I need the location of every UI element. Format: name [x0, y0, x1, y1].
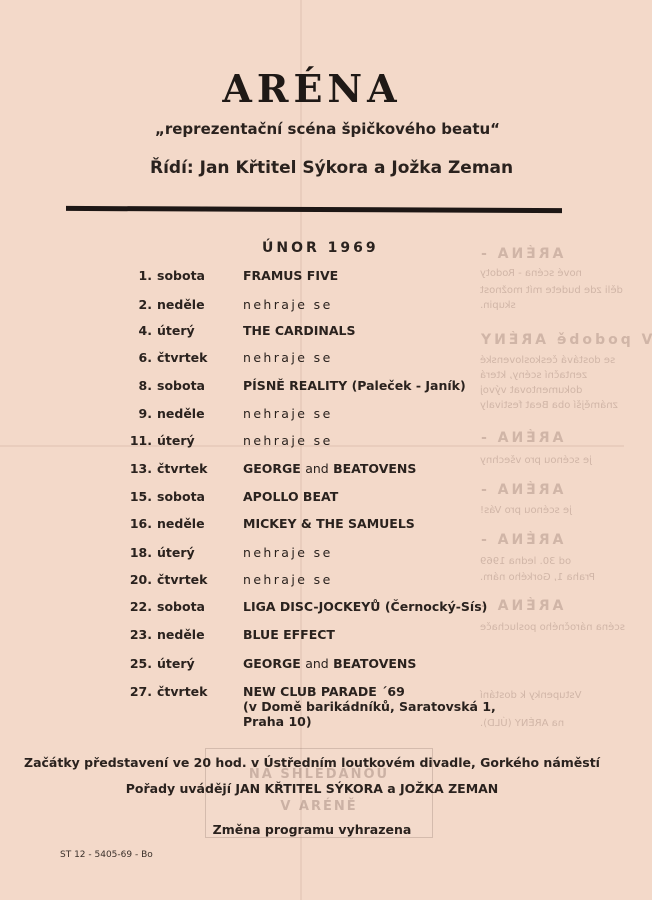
act-name: nehraje se	[243, 406, 333, 421]
directors-line: Řídí: Jan Křtitel Sýkora a Jožka Zeman	[150, 158, 514, 178]
act-name: nehraje se	[243, 572, 333, 587]
act-name: PÍSNĚ REALITY	[243, 378, 348, 393]
act-note: (Černocký-Sís)	[384, 599, 488, 614]
schedule-weekday: neděle	[157, 627, 205, 642]
schedule-weekday: neděle	[157, 297, 205, 312]
footer-start-time: Začátky představení ve 20 hod. v Ústředním loutkovém divadle, Gorkého náměstí	[24, 755, 600, 770]
act-and: and	[305, 656, 329, 671]
act-name: GEORGE	[243, 461, 301, 476]
act-name: nehraje se	[243, 545, 333, 560]
schedule-row	[0, 350, 624, 370]
schedule-act	[243, 350, 333, 365]
show-through-text-10: od 30. ledna 1969	[480, 556, 572, 567]
act-note: (Paleček - Janík)	[351, 378, 466, 393]
schedule-act	[243, 599, 487, 614]
schedule-date: 16.	[129, 516, 152, 531]
show-through-text-2: děli zde budete mít možnost	[480, 285, 623, 296]
show-through-text-7: známější oba Beat festivaly	[480, 400, 618, 411]
schedule-row	[0, 516, 624, 536]
schedule-weekday: neděle	[157, 516, 205, 531]
act-name: nehraje se	[243, 433, 333, 448]
show-through-text-13: Vstupenky k dostání	[480, 690, 582, 701]
schedule-weekday: sobota	[157, 489, 205, 504]
schedule-row	[0, 406, 624, 426]
act-name: MICKEY & THE SAMUELS	[243, 516, 415, 531]
month-heading: ÚNOR 1969	[262, 240, 379, 256]
show-through-text-1: nové scéna - Rodoty	[480, 268, 582, 279]
schedule-weekday: úterý	[157, 323, 195, 338]
act-name: FRAMUS FIVE	[243, 268, 339, 283]
act-name: APOLLO BEAT	[243, 489, 339, 504]
show-through-text-3: skupin.	[480, 300, 516, 311]
header-rule	[66, 206, 562, 213]
act-name: LIGA DISC-JOCKEYŮ	[243, 599, 381, 614]
schedule-row	[0, 627, 624, 647]
schedule-weekday: sobota	[157, 268, 205, 283]
show-through-text-6: dokumentovat vývoj	[480, 385, 583, 396]
schedule-date: 15.	[129, 489, 152, 504]
show-through-heading-3: ARÉNA -	[478, 430, 564, 446]
schedule-weekday: úterý	[157, 433, 195, 448]
act-venue-line: Praha 10)	[243, 714, 312, 729]
schedule-date: 11.	[129, 433, 152, 448]
schedule-date: 1.	[138, 268, 152, 283]
act-name-rest: BEATOVENS	[333, 461, 417, 476]
schedule-row	[0, 378, 624, 398]
show-through-text-5: zentační scény, která	[480, 370, 588, 381]
act-and: and	[305, 461, 329, 476]
schedule-weekday: sobota	[157, 599, 205, 614]
show-through-text-14: na ARÉNY (ÚLD).	[480, 718, 565, 729]
schedule-date: 23.	[129, 627, 152, 642]
schedule-date: 4.	[138, 323, 152, 338]
print-code: ST 12 - 5405-69 - Bo	[60, 850, 153, 860]
schedule-weekday: čtvrtek	[157, 461, 208, 476]
show-through-text-9: je scénou pro Vás!	[480, 505, 572, 516]
schedule-date: 22.	[129, 599, 152, 614]
schedule-act	[243, 489, 338, 504]
act-name: nehraje se	[243, 350, 333, 365]
footer-hosts: Pořady uvádějí JAN KŘTITEL SÝKORA a JOŽKA ZEMAN	[125, 781, 499, 796]
show-through-heading-4: ARÉNA -	[478, 482, 564, 498]
show-through-heading-6: ARÉNA -	[478, 598, 564, 614]
show-through-text-11: Praha 1, Gorkého nám.	[480, 572, 596, 583]
act-name: nehraje se	[243, 297, 333, 312]
schedule-weekday: sobota	[157, 378, 205, 393]
act-name-rest: BEATOVENS	[333, 656, 417, 671]
schedule-row	[0, 599, 624, 619]
schedule-row	[0, 323, 624, 343]
stamp-line-2: V ARÉNĚ	[280, 799, 358, 814]
schedule-date: 6.	[138, 350, 152, 365]
schedule-weekday: čtvrtek	[157, 572, 208, 587]
schedule-date: 27.	[129, 684, 152, 699]
footer-program-change: Změna programu vyhrazena	[212, 822, 412, 837]
schedule-weekday: úterý	[157, 656, 195, 671]
schedule-date: 25.	[129, 656, 152, 671]
schedule-act	[243, 461, 416, 476]
schedule-row	[0, 433, 624, 453]
act-name: THE CARDINALS	[243, 323, 356, 338]
schedule-row	[0, 656, 624, 676]
schedule-weekday: úterý	[157, 545, 195, 560]
schedule-act	[243, 323, 355, 338]
schedule-date: 9.	[138, 406, 152, 421]
schedule-act	[243, 297, 333, 312]
act-name: NEW CLUB PARADE ´69	[243, 684, 405, 699]
schedule-row	[0, 297, 624, 317]
schedule-weekday: čtvrtek	[157, 350, 208, 365]
schedule-weekday: čtvrtek	[157, 684, 208, 699]
act-name: GEORGE	[243, 656, 301, 671]
show-through-text-4: se dostává československé	[480, 355, 616, 366]
schedule-act	[243, 406, 333, 421]
schedule-date: 2.	[138, 297, 152, 312]
schedule-act	[243, 656, 416, 671]
schedule-act	[243, 545, 333, 560]
schedule-date: 20.	[129, 572, 152, 587]
act-venue-line: (v Domě barikádníků, Saratovská 1,	[243, 699, 496, 714]
schedule-row	[0, 489, 624, 509]
schedule-act	[243, 433, 333, 448]
schedule-act	[243, 516, 415, 531]
schedule-date: 8.	[138, 378, 152, 393]
schedule-date: 18.	[129, 545, 152, 560]
schedule-row	[0, 268, 624, 288]
schedule-act	[243, 572, 333, 587]
show-through-heading-1: ARÉNA -	[478, 246, 564, 262]
schedule-row	[0, 461, 624, 481]
poster-title: ARÉNA	[222, 66, 402, 111]
show-through-text-8: je scénou pro všechny	[480, 455, 592, 466]
show-through-heading-2: V podobě ARÉNY	[478, 332, 652, 348]
stamp-line-1: NA SHLEDANOU	[248, 767, 390, 782]
schedule-act	[243, 684, 496, 729]
show-through-heading-5: ARÉNA -	[478, 532, 564, 548]
act-name: BLUE EFFECT	[243, 627, 335, 642]
schedule-act	[243, 627, 335, 642]
schedule-row	[0, 545, 624, 565]
schedule-row	[0, 572, 624, 592]
poster-subtitle: „reprezentační scéna špičkového beatu“	[155, 120, 501, 138]
show-through-text-12: scéna náročného posluchače	[480, 622, 626, 633]
schedule-act	[243, 268, 338, 283]
schedule-act	[243, 378, 466, 393]
schedule-date: 13.	[129, 461, 152, 476]
schedule-weekday: neděle	[157, 406, 205, 421]
